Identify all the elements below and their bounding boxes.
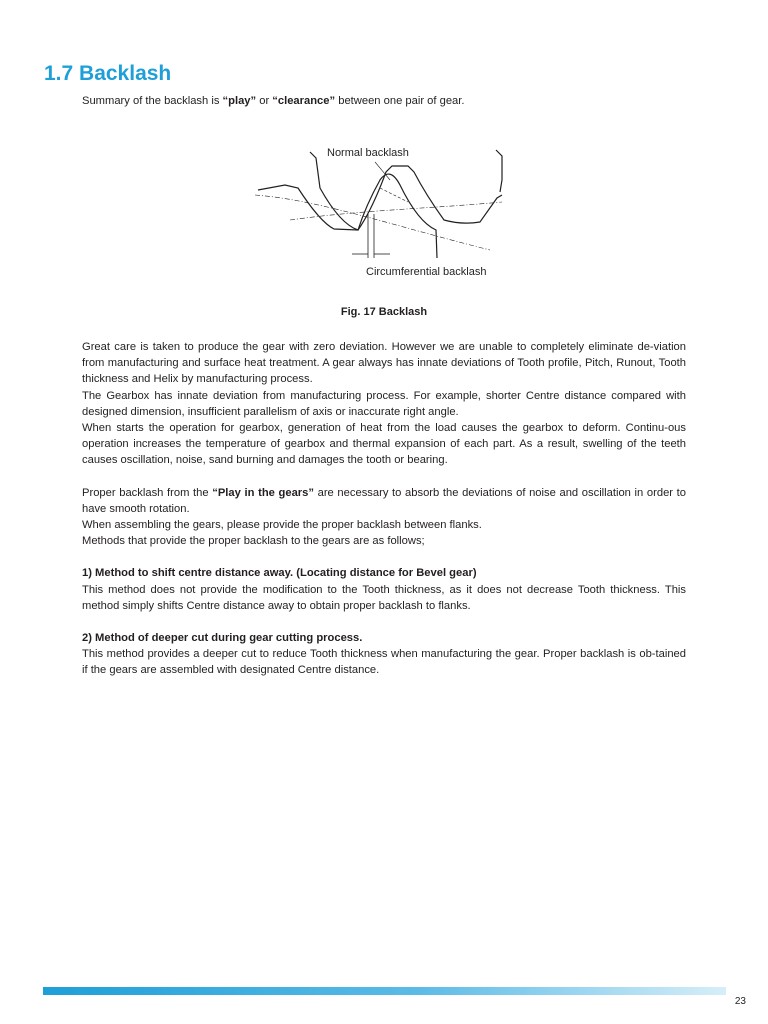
paragraph-gearbox: The Gearbox has innate deviation from manufacturing process. For example, shorter Centre distance compared with designed dimension, insufficient parallelism of axis or inaccurate right angle. [82, 389, 686, 418]
normal-backlash-label: Normal backlash [327, 147, 409, 159]
method-1-title: 1) Method to shift centre distance away. (Locating distance for Bevel gear) [82, 567, 477, 580]
paragraph-deviation: Great care is taken to produce the gear with zero deviation. However we are unable to completely eliminate de-viation from manufacturing and surface heat treatment. A gear always has innate deviations of Tooth profile, Pitch, Runout, Tooth thickness and Helix by manufacturing process. [82, 341, 686, 386]
figure-caption: Fig. 17 Backlash [340, 306, 428, 318]
proper-backlash-after: are necessary to absorb the deviations of noise and oscillation in order to have smooth rotation. [82, 486, 686, 515]
method-2-text: This method provides a deeper cut to reduce Tooth thickness when manufacturing the gear. Proper backlash is ob-tained if the gears are assembled with designated Centre distance. [82, 648, 686, 677]
summary-or: or [256, 95, 273, 107]
summary-line [82, 93, 464, 109]
upper-gear-right-tooth [496, 150, 502, 192]
summary-before: Summary of the backlash is [82, 95, 223, 107]
paragraph-assembling: When assembling the gears, please provide the proper backlash between flanks. [82, 519, 482, 532]
paragraph-proper-backlash [82, 485, 686, 517]
paragraph-operation: When starts the operation for gearbox, generation of heat from the load causes the gearbox to deform. Continu-ous operation increases the temperature of gearbox and thermal expansion of each part. As a result, swelling of the teeth causes oscillation, noise, sand burning and damages the tooth or bearing. [82, 422, 686, 467]
section-heading: 1.7 Backlash [44, 62, 172, 85]
circumferential-backlash-label: Circumferential backlash [366, 266, 487, 278]
upper-gear-profile [310, 152, 437, 258]
body-text [82, 339, 686, 679]
summary-after: between one pair of gear. [335, 95, 465, 107]
proper-backlash-before: Proper backlash from the [82, 486, 213, 499]
pitch-line-upper-gear [290, 202, 502, 220]
footer-bar [43, 987, 726, 995]
method-1-text: This method does not provide the modification to the Tooth thickness, as it does not decrease Tooth thickness. This method simply shifts Centre distance away to obtain proper backlash to flanks. [82, 583, 686, 612]
summary-clearance: “clearance” [272, 95, 336, 107]
page-number: 23 [734, 996, 746, 1007]
summary-play: “play” [222, 95, 257, 107]
method-2-title: 2) Method of deeper cut during gear cutting process. [82, 632, 363, 645]
paragraph-methods-intro: Methods that provide the proper backlash to the gears are as follows; [82, 535, 425, 548]
normal-backlash-arrow [380, 188, 408, 202]
backlash-figure [240, 140, 530, 290]
play-in-gears: “Play in the gears” [212, 486, 314, 499]
